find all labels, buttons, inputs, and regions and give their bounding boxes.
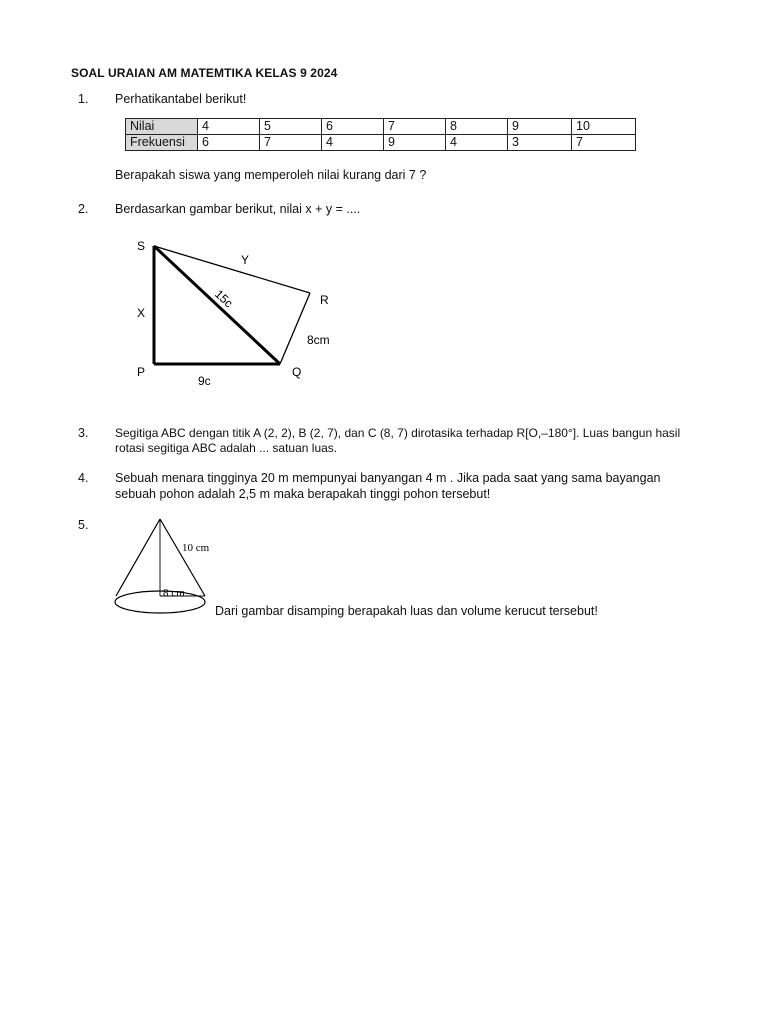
table-cell: 6 <box>198 135 260 151</box>
question-5-number: 5. <box>78 518 89 532</box>
table-cell: 4 <box>446 135 508 151</box>
label-x: X <box>137 306 146 320</box>
question-1-prompt: Berapakah siswa yang memperoleh nilai kurang dari 7 ? <box>115 168 427 182</box>
cone-slant-left <box>116 519 160 596</box>
label-s: S <box>137 239 146 253</box>
table-cell: 7 <box>572 135 636 151</box>
table-cell: 4 <box>198 119 260 135</box>
question-1-number: 1. <box>78 92 89 106</box>
cone-slant-right <box>160 519 205 596</box>
label-slant: 10 cm <box>182 542 210 554</box>
label-sq: 15c <box>211 286 236 311</box>
question-2-text: Berdasarkan gambar berikut, nilai x + y = .... <box>115 202 361 216</box>
table-cell: 5 <box>260 119 322 135</box>
label-qr: 8cm <box>307 333 330 347</box>
question-4-line-1: Sebuah menara tingginya 20 m mempunyai banyangan 4 m . Jika pada saat yang sama bayangan <box>115 471 661 485</box>
cone-figure <box>110 512 220 617</box>
table-cell: 6 <box>322 119 384 135</box>
label-p: P <box>137 365 146 379</box>
table-cell: 9 <box>384 135 446 151</box>
question-1-text: Perhatikantabel berikut! <box>115 92 247 106</box>
question-3-line-2: rotasi segitiga ABC adalah ... satuan luas. <box>115 441 338 455</box>
question-4-line-2: sebuah pohon adalah 2,5 m maka berapakah tinggi pohon tersebut! <box>115 487 491 501</box>
table-cell: 3 <box>508 135 572 151</box>
table-cell: 10 <box>572 119 636 135</box>
table-cell: 7 <box>260 135 322 151</box>
triangle-figure <box>0 0 768 420</box>
question-5-text: Dari gambar disamping berapakah luas dan volume kerucut tersebut! <box>215 604 598 618</box>
question-3-line-1: Segitiga ABC dengan titik A (2, 2), B (2, 7), dan C (8, 7) dirotasika terhadap R[O,–180°]. Luas bangun hasil <box>115 426 681 440</box>
row-label-nilai: Nilai <box>126 119 198 135</box>
label-y: Y <box>241 253 250 267</box>
table-cell: 7 <box>384 119 446 135</box>
side-rq <box>280 293 310 364</box>
table-cell: 8 <box>446 119 508 135</box>
document-title: SOAL URAIAN AM MATEMTIKA KELAS 9 2024 <box>71 66 338 80</box>
row-label-frekuensi: Frekuensi <box>126 135 198 151</box>
question-3-number: 3. <box>78 426 89 440</box>
table-cell: 9 <box>508 119 572 135</box>
label-q: Q <box>292 365 302 379</box>
table-cell: 4 <box>322 135 384 151</box>
label-r: R <box>320 293 329 307</box>
label-diameter: 8 cm <box>163 587 185 599</box>
question-4-number: 4. <box>78 471 89 485</box>
label-pq: 9c <box>198 374 211 388</box>
question-2-number: 2. <box>78 202 89 216</box>
side-sq <box>154 246 280 364</box>
